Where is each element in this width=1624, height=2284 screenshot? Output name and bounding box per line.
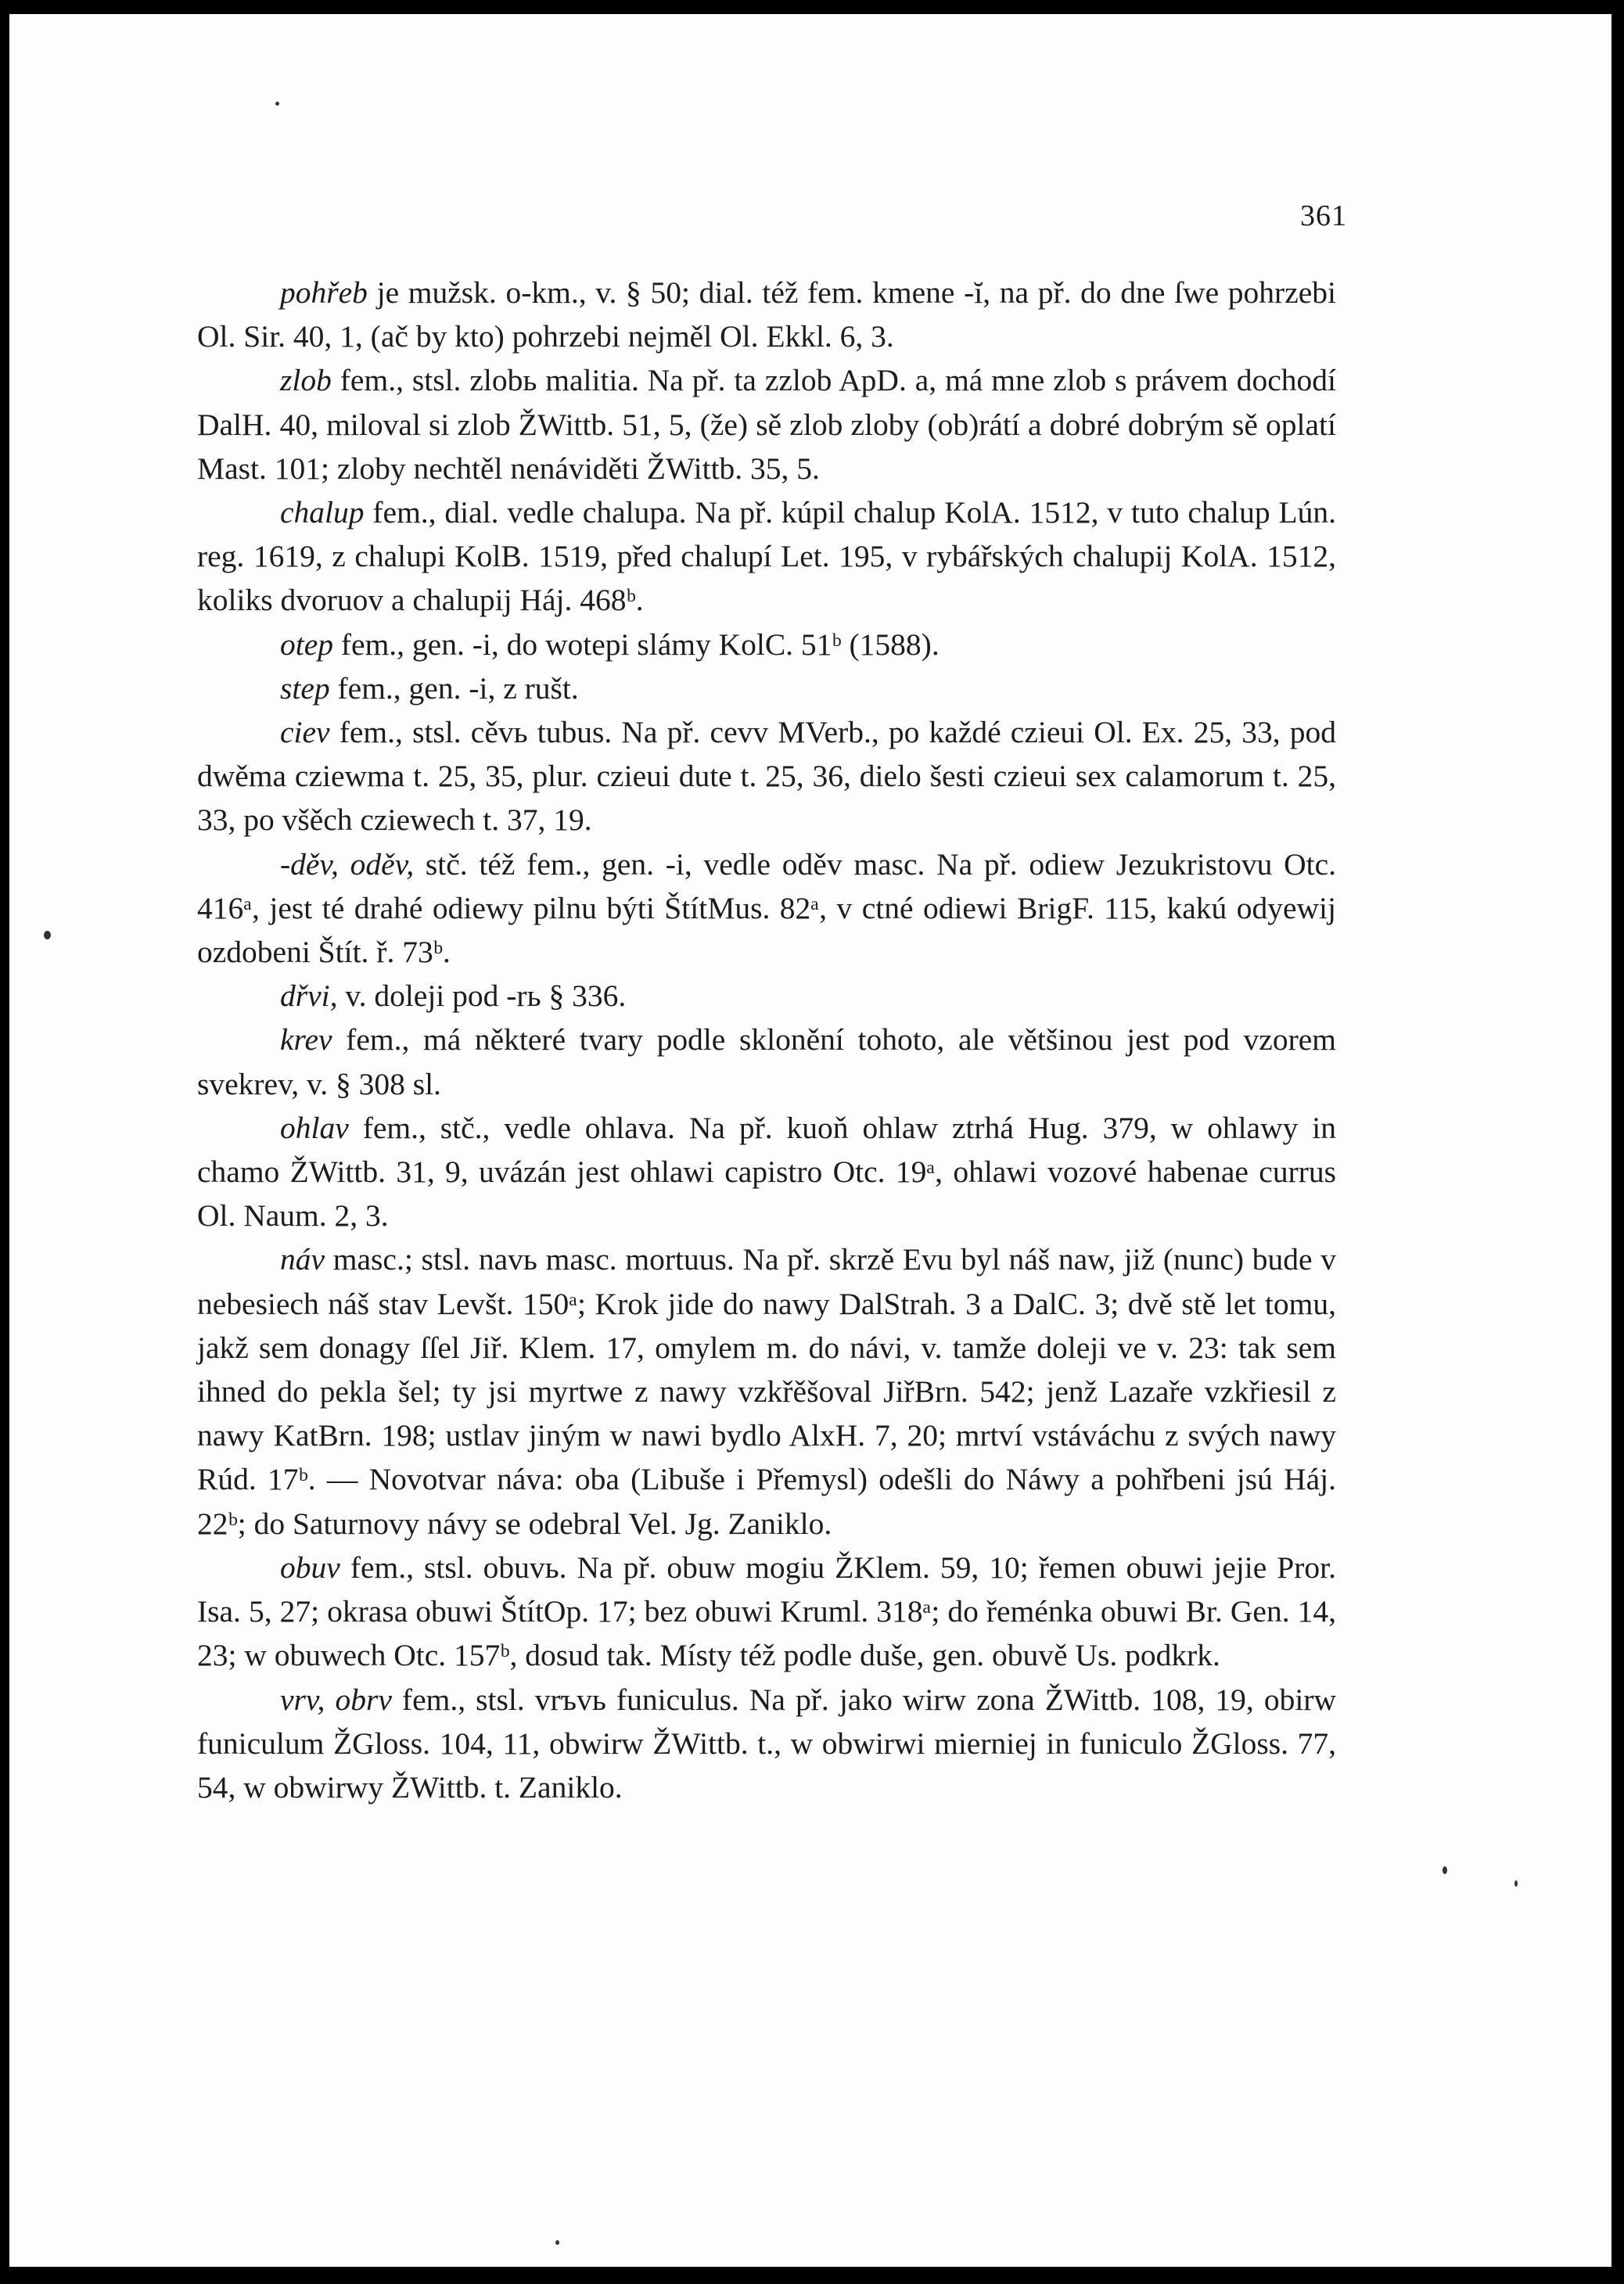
entry-headword: ohlav: [280, 1110, 349, 1145]
page-number: 361: [1300, 199, 1347, 232]
entry-text: fem., stsl. cěvь tubus. Na př. cevv MVerb., po každé czieui Ol. Ex. 25, 33, pod dwěma cziewma t. 25, 35, plur. czieui dute t. 25, 36, dielo šesti czieui sex calamorum t. 25, 33, po všěch cziewech t. 37, 19.: [197, 715, 1337, 838]
entry-text: fem., gen. -i, do wotepi slámy KolC. 51ᵇ (1588).: [340, 627, 940, 662]
entry-text: masc.; stsl. navь masc. mortuus. Na př. skrzě Evu byl náš naw, již (nunc) bude v nebesiech náš stav Levšt. 150ᵃ; Krok jide do nawy DalStrah. 3 a DalC. 3; dvě stě let tomu, jakž sem donagy ſſel Jiř. Klem. 17, omylem m. do návi, v. tamže doleji ve v. 23: tak sem ihned do pekla šel; ty jsi myrtwe z nawy vzkřěšoval JiřBrn. 542; jenž Lazaře vzkřiesil z nawy KatBrn. 198; ustlav jiným w nawi bydlo AlxH. 7, 20; mrtví vstáváchu z svých nawy Rúd. 17ᵇ. — Novotvar náva: oba (Libuše i Přemysl) odešli do Náwy a pohřbeni jsú Háj. 22ᵇ; do Saturnovy návy se odebral Vel. Jg. Zaniklo.: [197, 1242, 1337, 1541]
entry-vrv: [197, 1678, 1336, 1810]
scan-speck: [1514, 1880, 1518, 1887]
entry-ciev: [197, 710, 1336, 842]
entry-text: fem., gen. -i, z rušt.: [337, 670, 579, 706]
entry-headword: zlob: [280, 363, 332, 398]
entry-step: [197, 666, 1336, 710]
scan-speck: [555, 2240, 559, 2245]
book-page: [9, 14, 1611, 2267]
entry-chalup: [197, 490, 1336, 623]
entry-headword: otep: [280, 627, 334, 662]
entry-pohreb: [197, 271, 1336, 358]
entry-headword: obuv: [280, 1550, 340, 1585]
entry-text: v. doleji pod -rь § 336.: [345, 979, 627, 1014]
entry-headword: -děv, oděv,: [280, 846, 415, 882]
entry-ohlav: [197, 1106, 1336, 1238]
entry-krev: [197, 1018, 1336, 1105]
entry-text: stč. též fem., gen. -i, vedle oděv masc. Na př. odiew Jezukristovu Otc. 416ᵃ, jest té drahé odiewy pilnu býti ŠtítMus. 82ᵃ, v ctné odiewi BrigF. 115, kakú odyewij ozdobeni Štít. ř. 73ᵇ.: [197, 846, 1337, 970]
entry-text: fem., stč., vedle ohlava. Na př. kuoň ohlaw ztrhá Hug. 379, w ohlawy in chamo ŽWittb. 31, 9, uvázán jest ohlawi capistro Otc. 19ᵃ, ohlawi vozové habenae currus Ol. Naum. 2, 3.: [197, 1110, 1337, 1234]
entry-obuv: [197, 1546, 1336, 1678]
entry-headword: ciev: [280, 715, 330, 750]
entry-nav: [197, 1237, 1336, 1545]
dictionary-text: [197, 271, 1336, 1809]
entry-text: fem., stsl. obuvь. Na př. obuw mogiu ŽKlem. 59, 10; řemen obuwi jejie Pror. Isa. 5, 27; okrasa obuwi ŠtítOp. 17; bez obuwi Kruml. 318ᵃ; do řeménka obuwi Br. Gen. 14, 23; w obuwech Otc. 157ᵇ, dosud tak. Místy též podle duše, gen. obuvě Us. podkrk.: [197, 1550, 1337, 1673]
entry-text: fem., má některé tvary podle sklonění tohoto, ale většinou jest pod vzorem svekrev, v. § 308 sl.: [197, 1022, 1337, 1101]
entry-headword: vrv, obrv: [280, 1682, 392, 1717]
entry-headword: krev: [280, 1022, 332, 1058]
entry-headword: dřvi,: [280, 979, 338, 1014]
entry-otep: [197, 623, 1336, 666]
entry-headword: náv: [280, 1242, 325, 1277]
entry-zlob: [197, 358, 1336, 490]
scan-speck: [275, 102, 279, 106]
entry-text: fem., stsl. zlobь malitia. Na př. ta zzlob ApD. a, má mne zlob s právem dochodí DalH. 40, miloval si zlob ŽWittb. 51, 5, (že) sě zlob zloby (ob)rátí a dobré dobrým sě oplatí Mast. 101; zloby nechtěl nenáviděti ŽWittb. 35, 5.: [197, 363, 1336, 486]
entry-headword: pohřeb: [280, 275, 368, 310]
entry-headword: chalup: [280, 495, 365, 530]
scan-speck: [1443, 1866, 1447, 1874]
entry-text: fem., stsl. vrъvь funiculus. Na př. jako wirw zona ŽWittb. 108, 19, obirw funiculum ŽGloss. 104, 11, obwirw ŽWittb. t., w obwirwi mierniej in funiculo ŽGloss. 77, 54, w obwirwy ŽWittb. t. Zaniklo.: [197, 1682, 1336, 1805]
entry-odev: [197, 842, 1336, 975]
scan-speck: [44, 931, 51, 939]
entry-text: je mužsk. o-km., v. § 50; dial. též fem. kmene -ĭ, na př. do dne ſwe pohrzebi Ol. Sir. 40, 1, (ač by kto) pohrzebi nejměl Ol. Ekkl. 6, 3.: [197, 275, 1336, 354]
entry-text: fem., dial. vedle chalupa. Na př. kúpil chalup KolA. 1512, v tuto chalup Lún. reg. 1619, z chalupi KolB. 1519, před chalupí Let. 195, v rybářských chalupij KolA. 1512, koliks dvoruov a chalupij Háj. 468ᵇ.: [197, 495, 1337, 618]
entry-headword: step: [280, 670, 330, 706]
entry-drvi: [197, 974, 1336, 1018]
